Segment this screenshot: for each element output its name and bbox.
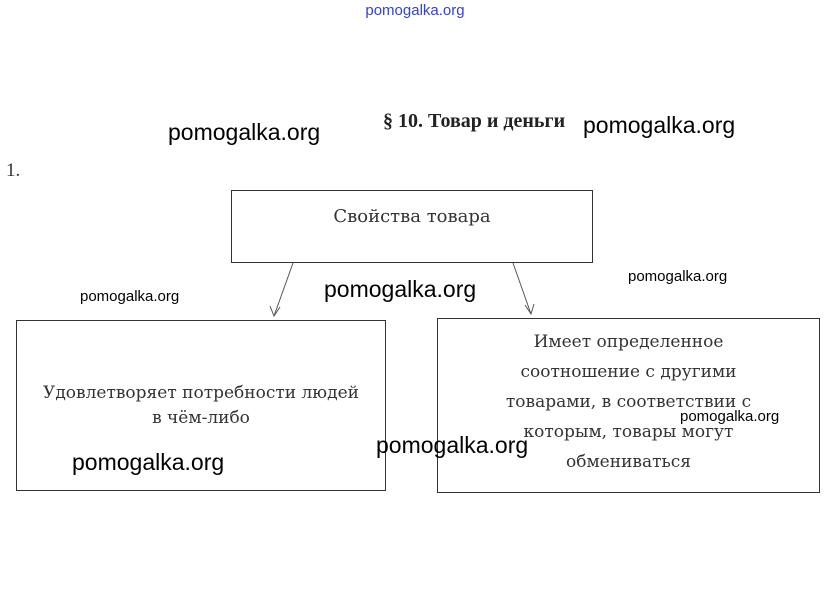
root-box-label: Свойства товара — [333, 206, 491, 227]
arrow-to-left — [274, 263, 293, 316]
right-box-line-5: обмениваться — [565, 452, 692, 472]
watermark: pomogalka.org — [80, 288, 180, 305]
watermark: pomogalka.org — [376, 432, 529, 458]
watermark: pomogalka.org — [324, 276, 477, 302]
section-heading: § 10. Товар и деньги — [383, 110, 566, 132]
arrowhead-left — [270, 306, 280, 316]
root-box-properties — [231, 190, 593, 263]
right-box-line-1: Имеет определенное — [533, 332, 724, 352]
right-box-exchange-ratio — [437, 318, 820, 493]
watermark: pomogalka.org — [168, 119, 321, 145]
watermark: pomogalka.org — [72, 449, 225, 475]
watermark: pomogalka.org — [680, 408, 780, 425]
left-box-line-2: в чём-либо — [152, 408, 250, 428]
watermark: pomogalka.org — [628, 268, 728, 285]
arrow-to-right — [513, 263, 531, 314]
task-number: 1. — [6, 160, 21, 181]
right-box-line-4: которым, товары могут — [523, 422, 734, 442]
right-box-line-2: соотношение с другими — [520, 362, 737, 382]
right-box-line-3: товарами, в соответствии с — [505, 392, 752, 412]
watermark: pomogalka.org — [583, 112, 736, 138]
site-header-link[interactable]: pomogalka.org — [365, 2, 465, 19]
left-box-line-1: Удовлетворяет потребности людей — [43, 383, 359, 403]
